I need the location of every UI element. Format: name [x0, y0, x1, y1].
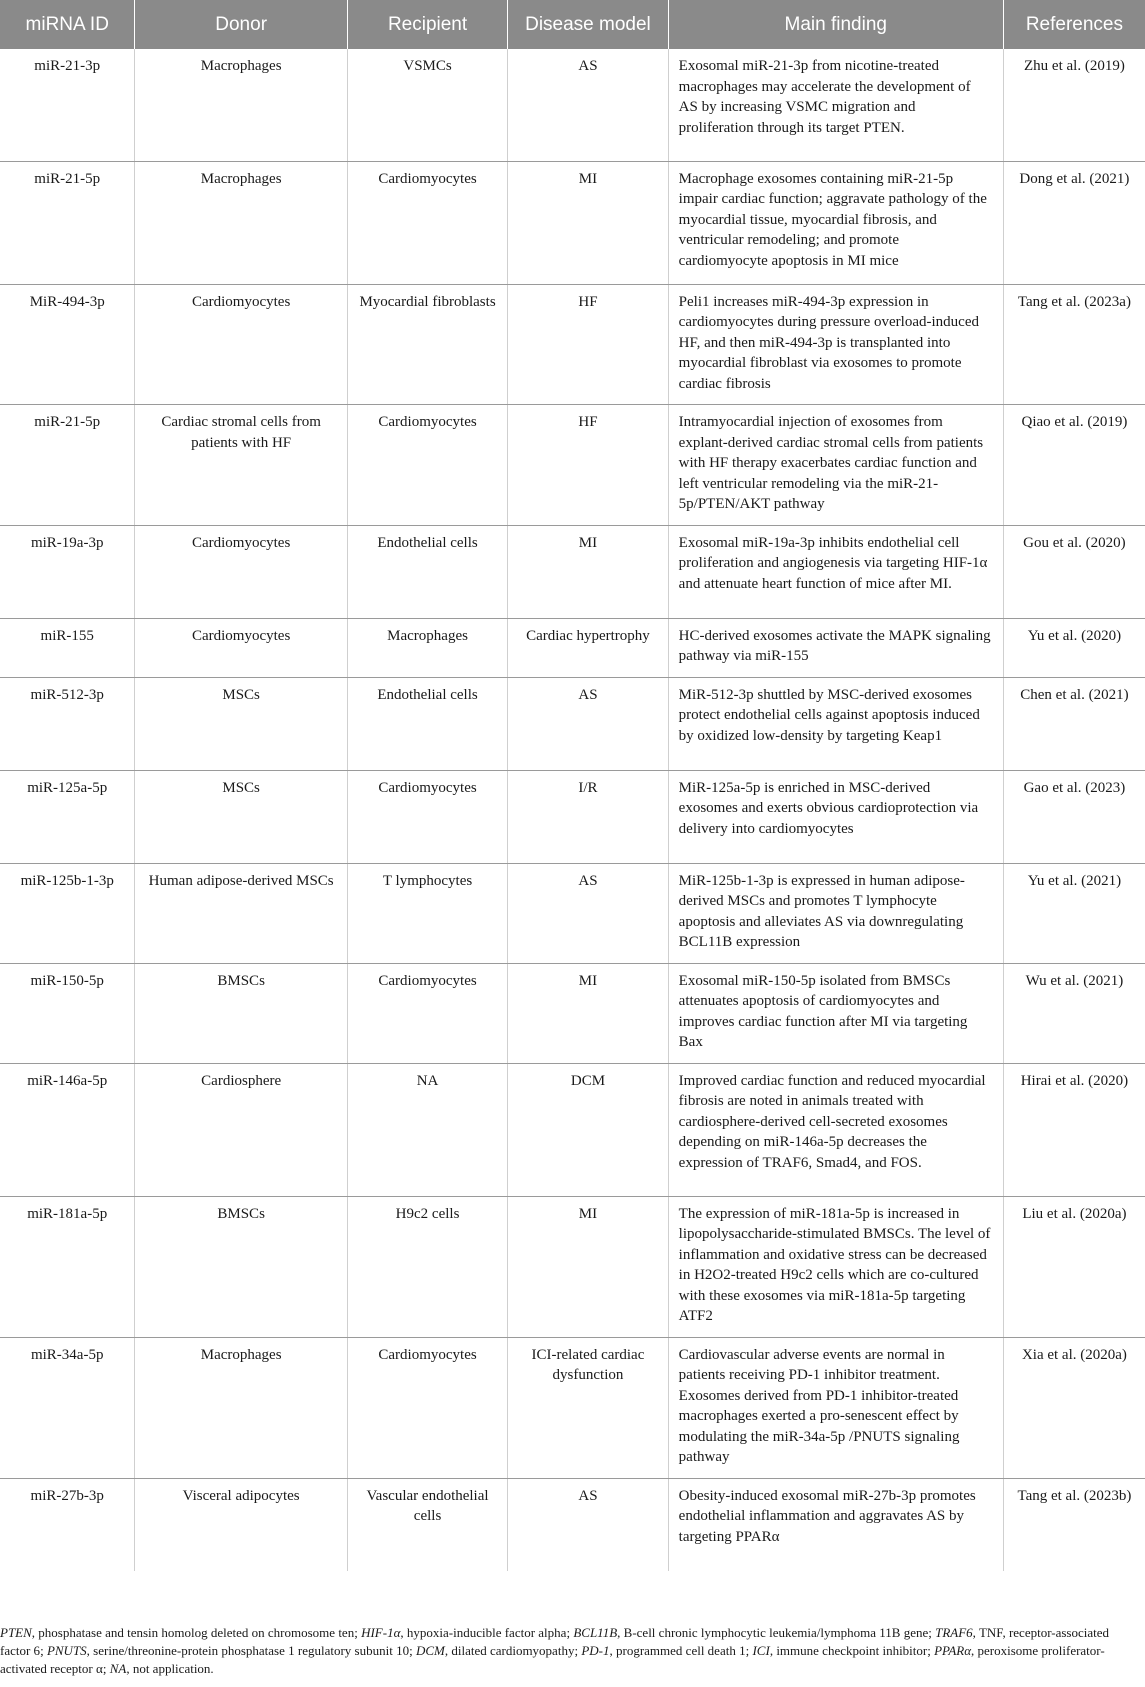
footnote-abbreviation: TRAF6 — [935, 1625, 973, 1640]
cell-main-finding: Exosomal miR-21-3p from nicotine-treated macrophages may accelerate the development of AS by increasing VSMC migration and proliferation through its target PTEN. — [668, 49, 1003, 161]
cell-main-finding: Exosomal miR-19a-3p inhibits endothelial cell proliferation and angiogenesis via targeting HIF-1α and attenuate heart function of mice after MI. — [668, 525, 1003, 618]
cell-main-finding: HC-derived exosomes activate the MAPK signaling pathway via miR-155 — [668, 618, 1003, 677]
cell-donor: Cardiomyocytes — [135, 618, 347, 677]
table-row — [0, 770, 1145, 863]
cell-donor: Macrophages — [135, 1337, 347, 1478]
cell-donor: Cardiomyocytes — [135, 284, 347, 405]
table-row — [0, 677, 1145, 770]
cell-disease-model: MI — [508, 161, 668, 284]
cell-recipient: T lymphocytes — [347, 863, 507, 963]
table-footnote: PTEN, phosphatase and tensin homolog deleted on chromosome ten; HIF-1α, hypoxia-inducible factor alpha; BCL11B, B-cell chronic lymphocytic leukemia/lymphoma 11B gene; TRAF6, TNF, receptor-associated factor 6; PNUTS, serine/threonine-protein phosphatase 1 regulatory subunit 10; DCM, dilated cardiomyopathy; PD-1, programmed cell death 1; ICI, immune checkpoint inhibitor; PPARα, peroxisome proliferator-activated receptor α; NA, not application. — [0, 1625, 1110, 1676]
table-row — [0, 161, 1145, 284]
cell-disease-model: ICI-related cardiac dysfunction — [508, 1337, 668, 1478]
table-row — [0, 284, 1145, 405]
cell-mirna-id: MiR-494-3p — [0, 284, 135, 405]
cell-recipient: Macrophages — [347, 618, 507, 677]
column-header-references: References — [1003, 0, 1145, 49]
footnote-abbreviation: PNUTS — [46, 1643, 87, 1658]
cell-mirna-id: miR-27b-3p — [30, 1487, 104, 1504]
cell-mirna-id: miR-21-5p — [0, 405, 135, 526]
cell-disease-model: AS — [508, 1478, 668, 1571]
cell-mirna-id: miR-125b-1-3p — [0, 863, 135, 963]
footnote-definition: phosphatase and tensin homolog deleted on chromosome ten — [38, 1625, 355, 1640]
cell-donor: Visceral adipocytes — [135, 1478, 347, 1571]
cell-mirna-id: miR-21-3p — [0, 49, 135, 161]
footnote-definition: B-cell chronic lymphocytic leukemia/lymphoma 11B gene — [623, 1625, 929, 1640]
table-row — [0, 49, 1145, 161]
footnote-definition: serine/threonine-protein phosphatase 1 regulatory subunit 10 — [93, 1643, 410, 1658]
footnote-definition: programmed cell death 1 — [616, 1643, 746, 1658]
table-row — [0, 1337, 1145, 1478]
table-row — [0, 963, 1145, 1063]
cell-main-finding: MiR-125a-5p is enriched in MSC-derived exosomes and exerts obvious cardioprotection via delivery into cardiomyocytes — [668, 770, 1003, 863]
cell-reference: Tang et al. (2023a) — [1003, 284, 1145, 405]
cell-disease-model: Cardiac hypertrophy — [508, 618, 668, 677]
cell-donor: Macrophages — [135, 49, 347, 161]
cell-disease-model: MI — [508, 1196, 668, 1337]
cell-recipient: Myocardial fibroblasts — [347, 284, 507, 405]
cell-reference: Wu et al. (2021) — [1003, 963, 1145, 1063]
cell-reference: Qiao et al. (2019) — [1003, 405, 1145, 526]
cell-recipient: Cardiomyocytes — [347, 963, 507, 1063]
cell-recipient: Cardiomyocytes — [347, 161, 507, 284]
cell-mirna-id: miR-125a-5p — [0, 770, 135, 863]
cell-disease-model: DCM — [508, 1063, 668, 1196]
cell-main-finding: Intramyocardial injection of exosomes from explant-derived cardiac stromal cells from patients with HF therapy exacerbates cardiac function and left ventricular remodeling via the miR-21-5p/PTEN/AKT pathway — [668, 405, 1003, 526]
table-row — [0, 863, 1145, 963]
cell-main-finding: Cardiovascular adverse events are normal in patients receiving PD-1 inhibitor treatment. Exosomes derived from PD-1 inhibitor-treated macrophages exerted a pro-senescent effect by modulating the miR-34a-5p /PNUTS signaling pathway — [668, 1337, 1003, 1478]
cell-reference: Yu et al. (2021) — [1003, 863, 1145, 963]
footnote-definition: hypoxia-inducible factor alpha — [406, 1625, 567, 1640]
cell-reference: Chen et al. (2021) — [1003, 677, 1145, 770]
cell-disease-model: AS — [508, 677, 668, 770]
cell-mirna-id: miR-146a-5p — [0, 1063, 135, 1196]
cell-mirna-id: miR-19a-3p — [0, 525, 135, 618]
cell-mirna-id: miR-181a-5p — [0, 1196, 135, 1337]
cell-reference: Gou et al. (2020) — [1003, 525, 1145, 618]
cell-donor: BMSCs — [135, 1196, 347, 1337]
cell-reference: Xia et al. (2020a) — [1003, 1337, 1145, 1478]
cell-donor: MSCs — [135, 770, 347, 863]
table-row — [0, 1063, 1145, 1196]
cell-reference: Liu et al. (2020a) — [1003, 1196, 1145, 1337]
table-row — [0, 1478, 1145, 1571]
cell-reference: Tang et al. (2023b) — [1003, 1478, 1145, 1571]
cell-recipient: VSMCs — [347, 49, 507, 161]
cell-reference: Zhu et al. (2019) — [1003, 49, 1145, 161]
header-row — [0, 0, 1145, 49]
column-header-mirna-id: miRNA ID — [0, 0, 135, 49]
footnote-abbreviation: HIF-1α — [361, 1625, 401, 1640]
cell-recipient: Endothelial cells — [347, 525, 507, 618]
footnote-definition: immune checkpoint inhibitor — [776, 1643, 928, 1658]
cell-main-finding: MiR-125b-1-3p is expressed in human adipose-derived MSCs and promotes T lymphocyte apoptosis and alleviates AS via downregulating BCL11B expression — [668, 863, 1003, 963]
cell-main-finding: Obesity-induced exosomal miR-27b-3p promotes endothelial inflammation and aggravates AS by targeting PPARα — [668, 1478, 1003, 1571]
cell-disease-model: AS — [508, 49, 668, 161]
cell-mirna-id: miR-34a-5p — [0, 1337, 135, 1478]
cell-main-finding: The expression of miR-181a-5p is increased in lipopolysaccharide-stimulated BMSCs. The level of inflammation and oxidative stress can be decreased in H2O2-treated H9c2 cells which are co-cultured with these exosomes via miR-181a-5p targeting ATF2 — [668, 1196, 1003, 1337]
cell-donor: Cardiac stromal cells from patients with HF — [135, 405, 347, 526]
table-row — [0, 618, 1145, 677]
column-header-donor: Donor — [135, 0, 347, 49]
table-row — [0, 405, 1145, 526]
cell-mirna-id: miR-21-5p — [0, 161, 135, 284]
cell-reference: Hirai et al. (2020) — [1003, 1063, 1145, 1196]
cell-recipient: Vascular endothelial cells — [347, 1478, 507, 1571]
cell-mirna-id: miR-155 — [0, 618, 135, 677]
column-header-main-finding: Main finding — [668, 0, 1003, 49]
footnote-abbreviation: DCM — [415, 1643, 445, 1658]
column-header-disease-model: Disease model — [508, 0, 668, 49]
cell-donor: BMSCs — [135, 963, 347, 1063]
cell-main-finding: MiR-512-3p shuttled by MSC-derived exosomes protect endothelial cells against apoptosis induced by oxidized low-density by targeting Keap1 — [668, 677, 1003, 770]
footnote-definition: TNF, receptor-associated factor 6 — [0, 1625, 1110, 1658]
table-row — [0, 525, 1145, 618]
cell-donor: Cardiomyocytes — [135, 525, 347, 618]
cell-recipient: H9c2 cells — [347, 1196, 507, 1337]
footnote-abbreviation: BCL11B — [573, 1625, 618, 1640]
footnote-abbreviation: NA — [109, 1661, 127, 1676]
footnote-abbreviation: PD-1 — [581, 1643, 610, 1658]
cell-reference: Yu et al. (2020) — [1003, 618, 1145, 677]
table-row — [0, 1196, 1145, 1337]
cell-donor: Cardiosphere — [135, 1063, 347, 1196]
cell-main-finding: Peli1 increases miR-494-3p expression in cardiomyocytes during pressure overload-induced HF, and then miR-494-3p is transplanted into myocardial fibroblast via exosomes to promote cardiac fibrosis — [668, 284, 1003, 405]
cell-reference: Gao et al. (2023) — [1003, 770, 1145, 863]
cell-mirna-id: miR-512-3p — [0, 677, 135, 770]
cell-reference: Dong et al. (2021) — [1003, 161, 1145, 284]
cell-disease-model: MI — [508, 963, 668, 1063]
table-body — [0, 49, 1145, 1571]
cell-recipient: Cardiomyocytes — [347, 770, 507, 863]
footnote-definition: peroxisome proliferator-activated receptor α — [0, 1643, 1105, 1676]
footnote-abbreviation: PPARα — [934, 1643, 972, 1658]
cell-donor: Macrophages — [135, 161, 347, 284]
cell-disease-model: I/R — [508, 770, 668, 863]
cell-main-finding: Improved cardiac function and reduced myocardial fibrosis are noted in animals treated with cardiosphere-derived cell-secreted exosomes depending on miR-146a-5p decreases the expression of TRAF6, Smad4, and FOS. — [668, 1063, 1003, 1196]
cell-recipient: Cardiomyocytes — [347, 1337, 507, 1478]
cell-main-finding: Exosomal miR-150-5p isolated from BMSCs attenuates apoptosis of cardiomyocytes and improves cardiac function after MI via targeting Bax — [668, 963, 1003, 1063]
footnote-abbreviation: PTEN — [0, 1625, 32, 1640]
footnote-abbreviation: ICI — [752, 1643, 770, 1658]
cell-recipient: NA — [347, 1063, 507, 1196]
cell-donor: Human adipose-derived MSCs — [135, 863, 347, 963]
cell-donor: MSCs — [135, 677, 347, 770]
cell-disease-model: HF — [508, 284, 668, 405]
cell-recipient: Cardiomyocytes — [347, 405, 507, 526]
cell-disease-model: HF — [508, 405, 668, 526]
cell-disease-model: AS — [508, 863, 668, 963]
column-header-recipient: Recipient — [347, 0, 507, 49]
table-header — [0, 0, 1145, 49]
cell-mirna-id: miR-150-5p — [0, 963, 135, 1063]
cell-disease-model: MI — [508, 525, 668, 618]
cell-recipient: Endothelial cells — [347, 677, 507, 770]
footnote-definition: dilated cardiomyopathy — [451, 1643, 575, 1658]
footnote-definition: not application. — [132, 1661, 214, 1676]
cell-main-finding: Macrophage exosomes containing miR-21-5p impair cardiac function; aggravate pathology of the myocardial tissue, myocardial fibrosis, and ventricular remodeling; and promote cardiomyocyte apoptosis in MI mice — [668, 161, 1003, 284]
